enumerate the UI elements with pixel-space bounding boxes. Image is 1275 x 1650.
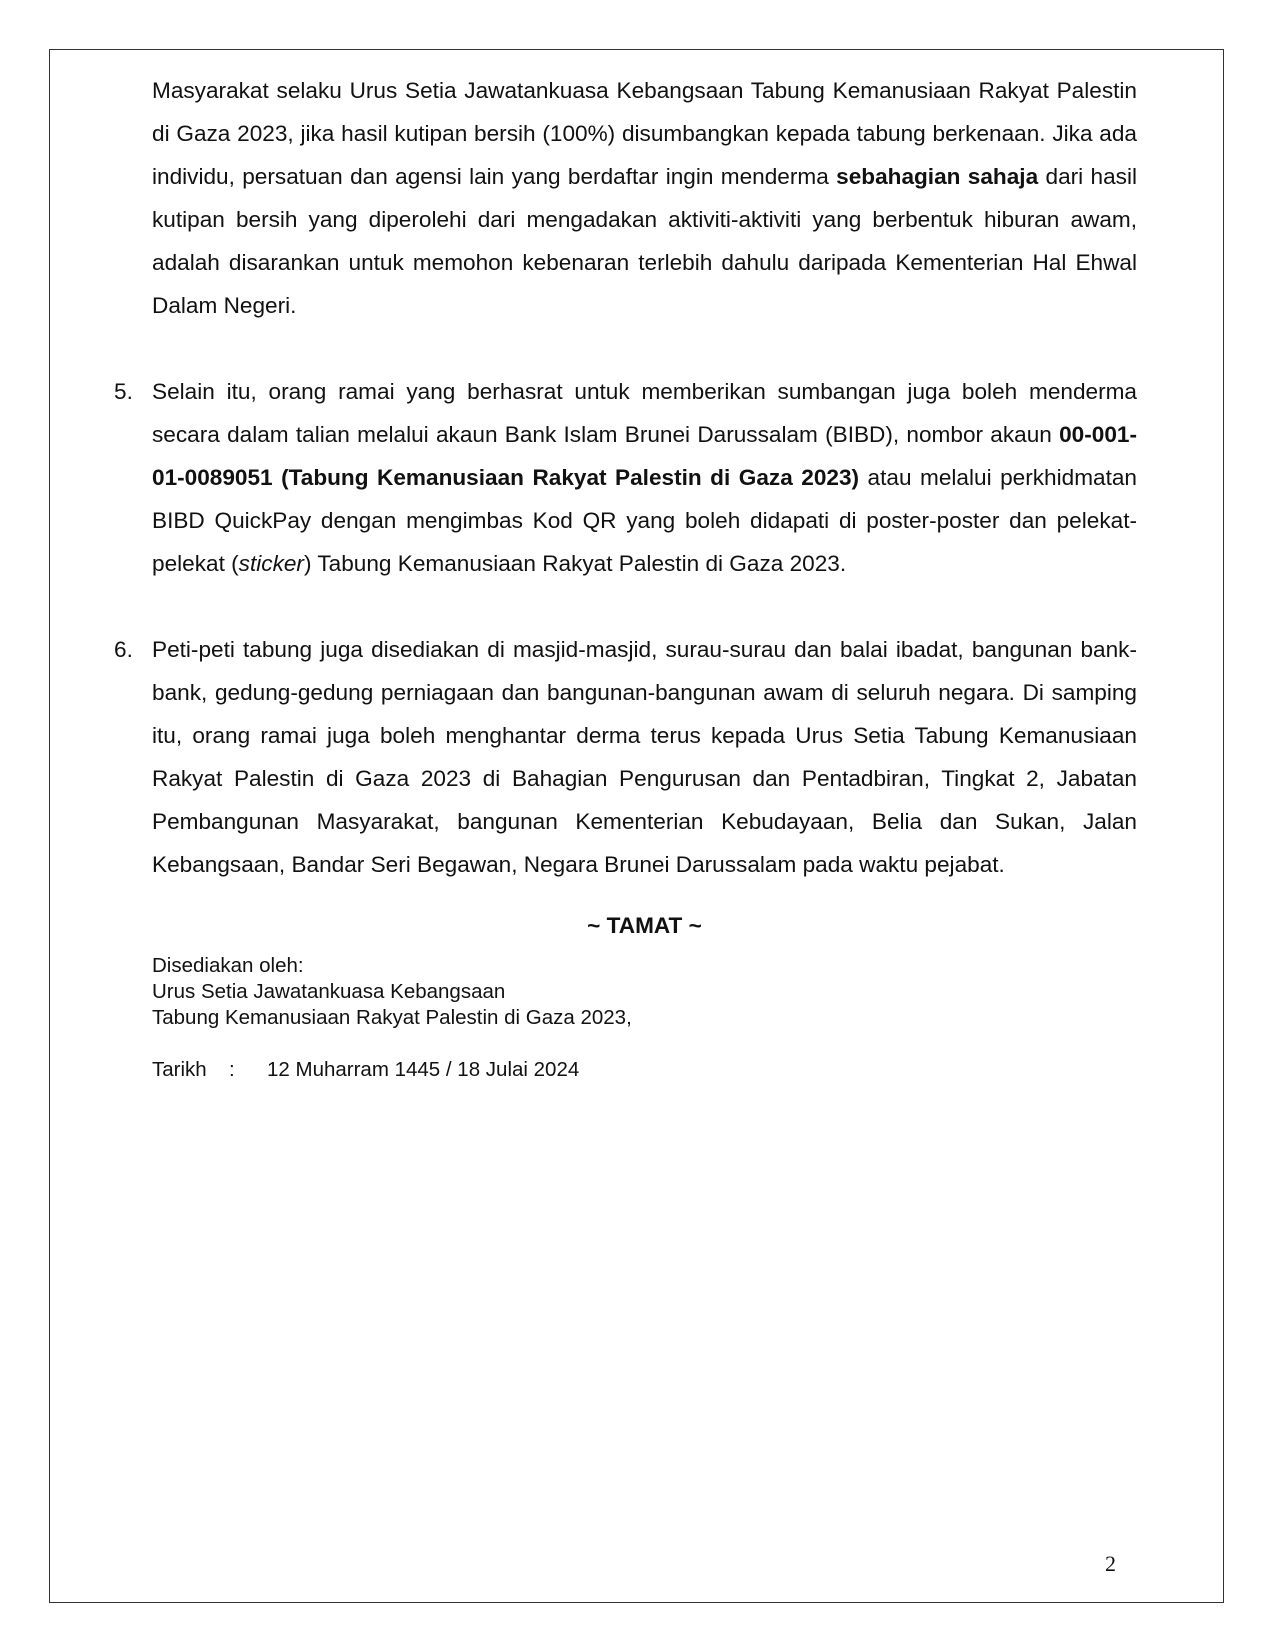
date-separator: :	[229, 1058, 235, 1081]
prepared-by-label: Disediakan oleh:	[152, 954, 304, 977]
paragraph-text: atau melalui perkhidmatan BIBD QuickPay dengan mengimbas Kod QR yang boleh didapati di poster-poster dan pelekat-pelekat (	[152, 465, 1137, 576]
list-item-5	[114, 370, 1137, 585]
italic-term: sticker	[238, 551, 304, 576]
date-value: 12 Muharram 1445 / 18 Julai 2024	[267, 1058, 580, 1081]
list-number: 5.	[114, 379, 133, 404]
paragraph-bold-text: sebahagian sahaja	[836, 164, 1039, 189]
paragraph-continued	[152, 69, 1137, 327]
page-number: 2	[1105, 1551, 1116, 1576]
prepared-by-line: Urus Setia Jawatankuasa Kebangsaan	[152, 980, 506, 1003]
date-label: Tarikh	[152, 1058, 207, 1081]
date-row	[152, 1057, 1137, 1083]
paragraph-text: ) Tabung Kemanusiaan Rakyat Palestin di Gaza 2023.	[303, 551, 847, 576]
list-item-text	[152, 370, 1137, 585]
list-item-text: Peti-peti tabung juga disediakan di masjid-masjid, surau-surau dan balai ibadat, bangunan bank-bank, gedung-gedung perniagaan dan bangunan-bangunan awam di seluruh negara. Di samping itu, orang ramai juga boleh menghantar derma terus kepada Urus Setia Tabung Kemanusiaan Rakyat Palestin di Gaza 2023 di Bahagian Pengurusan dan Pentadbiran, Tingkat 2, Jabatan Pembangunan Masyarakat, bangunan Kementerian Kebudayaan, Belia dan Sukan, Jalan Kebangsaan, Bandar Seri Begawan, Negara Brunei Darussalam pada waktu pejabat.	[152, 637, 1137, 877]
list-number: 6.	[114, 637, 133, 662]
paragraph-text: Masyarakat selaku Urus Setia Jawatankuasa Kebangsaan Tabung Kemanusiaan Rakyat Palestin di Gaza 2023, jika hasil kutipan bersih (100%) disumbangkan kepada tabung berkenaan. Jika ada individu, persatuan dan agensi lain yang berdaftar ingin menderma	[152, 78, 1137, 189]
prepared-by-line: Tabung Kemanusiaan Rakyat Palestin di Gaza 2023,	[152, 1006, 632, 1029]
paragraph-text: dari hasil kutipan bersih yang diperolehi dari mengadakan aktiviti-aktiviti yang berbentuk hiburan awam, adalah disarankan untuk memohon kebenaran terlebih dahulu daripada Kementerian Hal Ehwal Dalam Negeri.	[152, 164, 1137, 318]
paragraph-text: Selain itu, orang ramai yang berhasrat untuk memberikan sumbangan juga boleh menderma secara dalam talian melalui akaun Bank Islam Brunei Darussalam (BIBD), nombor akaun	[152, 379, 1137, 447]
document-body	[114, 69, 1137, 1083]
end-mark: ~ TAMAT ~	[587, 913, 702, 938]
prepared-by-block	[152, 953, 1137, 1031]
account-number: 00-001-01-0089051 (Tabung Kemanusiaan Rakyat Palestin di Gaza 2023)	[152, 422, 1137, 490]
list-item-6	[114, 628, 1137, 886]
